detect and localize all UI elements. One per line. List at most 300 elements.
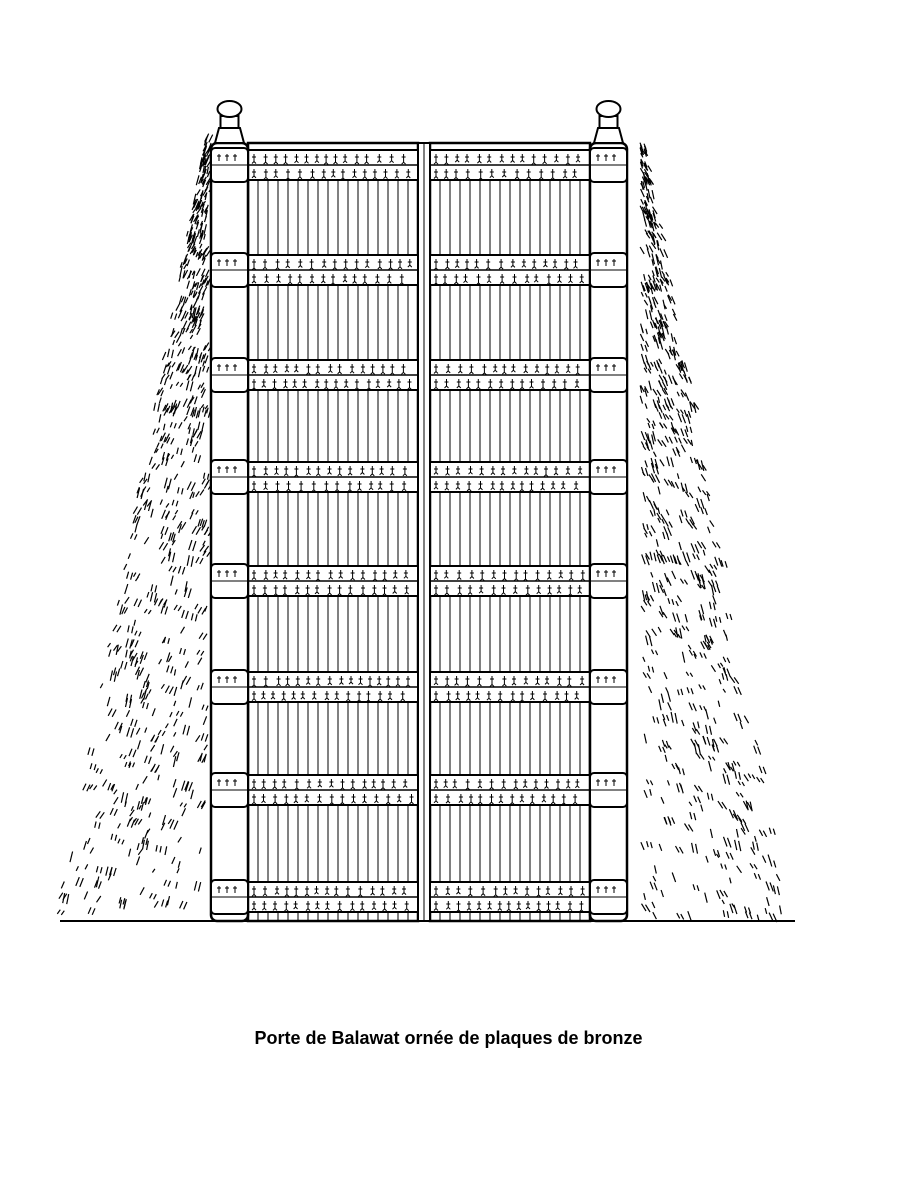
hatch-stroke: [161, 526, 164, 534]
hatch-stroke: [206, 270, 209, 277]
hatch-stroke: [709, 756, 711, 760]
hatch-stroke: [147, 703, 149, 709]
hatch-stroke: [681, 914, 684, 919]
hatch-stroke: [740, 722, 742, 729]
hatch-stroke: [187, 438, 189, 445]
hatch-stroke: [644, 600, 647, 605]
hatch-stroke: [167, 665, 169, 672]
hatch-stroke: [727, 669, 730, 677]
hatch-stroke: [701, 754, 705, 759]
hatch-stroke: [697, 753, 701, 758]
hatch-stroke: [650, 552, 652, 561]
hatch-stroke: [161, 378, 163, 384]
hatch-stroke: [773, 829, 775, 835]
hatch-stroke: [714, 849, 716, 856]
hatch-stroke: [59, 893, 63, 899]
hatch-stroke: [76, 877, 80, 886]
hatch-stroke: [138, 600, 141, 607]
hatch-stroke: [719, 679, 721, 684]
hatch-stroke: [191, 790, 194, 799]
hatch-stroke: [691, 688, 693, 694]
hatch-stroke: [189, 782, 193, 791]
hatch-stroke: [660, 340, 663, 350]
hatch-stroke: [160, 500, 162, 505]
hatch-stroke: [686, 426, 688, 432]
hatch-stroke: [662, 440, 666, 446]
hatch-stroke: [652, 902, 655, 908]
hatch-stroke: [196, 735, 200, 742]
hatch-stroke: [180, 901, 183, 908]
hatch-stroke: [656, 317, 658, 323]
hatch-stroke: [187, 260, 189, 267]
hatch-stroke: [152, 869, 155, 873]
hatch-stroke: [734, 677, 739, 683]
hatch-stroke: [644, 528, 648, 534]
hatch-stroke: [644, 274, 646, 281]
hatch-stroke: [137, 508, 141, 515]
hatch-stroke: [690, 427, 692, 433]
hatch-stroke: [650, 510, 653, 516]
hatch-stroke: [669, 522, 672, 528]
hatch-stroke: [674, 337, 677, 344]
hatch-stroke: [710, 618, 713, 627]
hatch-stroke: [662, 271, 665, 275]
hatch-stroke: [151, 745, 155, 751]
hatch-stroke: [688, 911, 691, 920]
hatch-stroke: [197, 685, 199, 690]
hatch-stroke: [202, 479, 205, 485]
hatch-stroke: [649, 296, 651, 303]
hatch-stroke: [187, 555, 189, 566]
hatch-stroke: [177, 868, 179, 873]
hatch-stroke: [668, 780, 670, 785]
hatch-stroke: [757, 843, 759, 851]
hatch-stroke: [154, 901, 158, 907]
hatch-stroke: [683, 769, 685, 776]
hatch-stroke: [646, 341, 649, 347]
hatch-stroke: [677, 473, 679, 478]
hatch-stroke: [641, 344, 643, 351]
hatch-stroke: [713, 757, 715, 761]
hatch-stroke: [679, 438, 682, 444]
hatch-stroke: [699, 684, 702, 688]
hatch-stroke: [773, 885, 775, 894]
hatch-stroke: [127, 572, 129, 579]
hatch-stroke: [203, 366, 205, 372]
hatch-stroke: [166, 511, 170, 520]
hatch-stroke: [188, 589, 191, 598]
hatch-stroke: [697, 555, 700, 561]
hatch-stroke: [207, 167, 208, 174]
hatch-stroke: [696, 844, 698, 854]
hatch-stroke: [645, 345, 647, 352]
hatch-stroke: [673, 449, 676, 456]
hatch-stroke: [725, 561, 727, 568]
hatch-stroke: [204, 745, 207, 750]
hatch-stroke: [734, 905, 737, 914]
hatch-stroke: [90, 848, 93, 854]
hatch-stroke: [206, 706, 208, 711]
hatch-stroke: [168, 349, 170, 357]
hatch-stroke: [765, 908, 767, 914]
hatch-stroke: [643, 446, 646, 450]
hatch-stroke: [189, 697, 192, 707]
hatch-stroke: [661, 797, 664, 804]
hatch-stroke: [642, 354, 645, 364]
hatch-stroke: [645, 404, 647, 409]
hatch-stroke: [133, 750, 136, 757]
hatch-stroke: [176, 882, 178, 889]
hatch-stroke: [675, 437, 678, 443]
hatch-stroke: [697, 885, 699, 891]
hatch-stroke: [152, 735, 155, 742]
hatch-stroke: [164, 478, 167, 489]
hatch-stroke: [640, 206, 643, 212]
hatch-stroke: [687, 687, 689, 693]
hatch-stroke: [183, 725, 186, 735]
hatch-stroke: [83, 784, 86, 791]
hatch-stroke: [206, 250, 210, 256]
hatch-stroke: [175, 589, 177, 594]
hatch-stroke: [657, 583, 660, 593]
hatch-stroke: [671, 712, 673, 723]
hatch-stroke: [650, 595, 653, 601]
hatch-stroke: [663, 376, 667, 383]
hatch-stroke: [659, 375, 663, 382]
hatch-stroke: [191, 556, 193, 567]
hatch-stroke: [694, 796, 697, 803]
hatch-stroke: [139, 632, 141, 637]
hatch-stroke: [183, 399, 187, 407]
figure-caption: Porte de Balawat ornée de plaques de bronze: [254, 1028, 643, 1048]
hatch-stroke: [710, 602, 712, 609]
hatch-stroke: [652, 667, 653, 673]
hatch-stroke: [670, 280, 673, 287]
hatch-stroke: [110, 808, 113, 815]
hatch-stroke: [131, 806, 133, 811]
hatch-stroke: [736, 792, 739, 796]
hatch-stroke: [166, 486, 168, 493]
hatch-stroke: [176, 303, 180, 311]
hatch-stroke: [662, 740, 664, 747]
hatch-stroke: [744, 716, 748, 724]
hatch-stroke: [659, 224, 663, 229]
hatch-stroke: [723, 910, 724, 917]
hatch-stroke: [173, 751, 177, 757]
hatch-stroke: [661, 261, 663, 270]
hatch-stroke: [100, 684, 103, 689]
hatch-stroke: [739, 772, 741, 780]
hatch-stroke: [682, 414, 685, 423]
hatch-stroke: [677, 392, 679, 397]
hatch-stroke: [179, 422, 182, 428]
hatch-stroke: [185, 661, 188, 667]
hatch-stroke: [646, 636, 648, 646]
hatch-stroke: [143, 702, 145, 708]
hatch-stroke: [61, 911, 64, 915]
hatch-stroke: [134, 573, 136, 577]
hatch-stroke: [186, 381, 189, 391]
hatch-stroke: [175, 510, 178, 514]
hatch-stroke: [689, 802, 692, 806]
hatch-stroke: [164, 424, 165, 430]
hatch-stroke: [672, 599, 674, 605]
hatch-stroke: [701, 507, 703, 514]
hatch-stroke: [195, 396, 198, 404]
hatch-stroke: [658, 487, 660, 495]
hatch-stroke: [653, 876, 656, 881]
hatch-stroke: [182, 808, 186, 816]
hatch-stroke: [194, 407, 196, 416]
hatch-stroke: [146, 694, 149, 700]
hatch-stroke: [650, 441, 653, 450]
hatch-stroke: [197, 801, 201, 808]
hatch-stroke: [649, 246, 653, 253]
hatch-stroke: [653, 716, 655, 722]
hatch-stroke: [162, 352, 165, 360]
hatch-stroke: [720, 617, 721, 623]
hatch-stroke: [181, 449, 183, 455]
hatch-stroke: [126, 710, 129, 717]
post-capital: [215, 128, 244, 143]
hatch-stroke: [165, 846, 167, 855]
hatch-stroke: [168, 479, 171, 490]
hatch-stroke: [705, 893, 708, 903]
hatch-stroke: [641, 842, 644, 850]
hatch-stroke: [649, 686, 652, 693]
finial-knob: [597, 101, 621, 117]
hatch-stroke: [759, 830, 762, 836]
hatch-stroke: [660, 423, 663, 428]
hatch-stroke: [748, 774, 751, 778]
hatch-stroke: [196, 510, 199, 514]
hatch-stroke: [138, 819, 142, 824]
hatch-stroke: [165, 686, 169, 693]
hatch-stroke: [641, 442, 643, 446]
hatch-stroke: [735, 771, 737, 779]
hatch-stroke: [640, 334, 643, 341]
hatch-stroke: [145, 756, 148, 763]
hatch-stroke: [681, 428, 684, 436]
hatch-stroke: [156, 736, 159, 743]
hatch-stroke: [180, 648, 182, 654]
hatch-stroke: [184, 804, 186, 808]
hatch-stroke: [168, 638, 170, 644]
hatch-stroke: [147, 488, 150, 493]
hatch-stroke: [693, 524, 697, 530]
hatch-stroke: [657, 717, 659, 723]
hatch-stroke: [730, 614, 732, 620]
hatch-stroke: [193, 492, 195, 498]
hatch-stroke: [780, 906, 782, 915]
hatch-stroke: [676, 846, 680, 852]
hatch-stroke: [667, 397, 670, 404]
hatch-stroke: [178, 401, 180, 407]
hatch-stroke: [734, 713, 737, 721]
hatch-stroke: [158, 775, 159, 781]
hatch-stroke: [134, 599, 137, 606]
hatch-stroke: [179, 276, 181, 282]
hatch-stroke: [666, 687, 668, 692]
hatch-stroke: [724, 837, 728, 847]
hatch-stroke: [739, 841, 741, 851]
hatch-stroke: [745, 824, 749, 832]
hatch-stroke: [640, 396, 642, 404]
hatch-stroke: [695, 544, 699, 553]
hatch-stroke: [716, 616, 717, 622]
hatch-stroke: [140, 887, 144, 895]
hatch-stroke: [203, 716, 206, 725]
hatch-stroke: [663, 300, 665, 310]
hatch-stroke: [198, 422, 200, 430]
hatch-stroke: [198, 408, 200, 417]
hatch-stroke: [643, 672, 646, 677]
hatch-stroke: [131, 533, 133, 538]
hatch-stroke: [182, 488, 183, 494]
hatch-stroke: [202, 423, 204, 431]
hatch-stroke: [113, 625, 117, 631]
hatch-stroke: [665, 286, 667, 292]
hatch-stroke: [755, 740, 758, 745]
hatch-stroke: [184, 264, 187, 269]
hatch-stroke: [203, 407, 205, 413]
hatch-stroke: [209, 135, 213, 143]
hatch-stroke: [99, 823, 100, 829]
hatch-stroke: [667, 457, 670, 467]
hatch-stroke: [679, 542, 681, 550]
hatch-stroke: [740, 793, 743, 797]
hatch-stroke: [664, 479, 668, 486]
hatch-stroke: [667, 557, 669, 562]
hatch-stroke: [141, 698, 144, 703]
hatch-stroke: [203, 541, 205, 546]
hatch-stroke: [176, 382, 179, 386]
hatch-stroke: [647, 418, 650, 422]
hatch-stroke: [663, 405, 666, 410]
hatch-stroke: [743, 819, 746, 824]
hatch-stroke: [648, 166, 652, 172]
hatch-stroke: [653, 389, 657, 395]
hatch-stroke: [642, 904, 647, 911]
hatch-stroke: [671, 458, 674, 468]
hatch-stroke: [684, 410, 686, 417]
hatch-stroke: [665, 745, 668, 749]
hatch-stroke: [178, 606, 181, 611]
hatch-stroke: [723, 774, 726, 784]
hatch-stroke: [161, 557, 165, 564]
hatch-stroke: [726, 852, 729, 859]
hatch-stroke: [704, 653, 706, 658]
hatch-stroke: [641, 324, 643, 333]
hatch-stroke: [767, 897, 770, 906]
hatch-stroke: [694, 785, 698, 791]
hatch-stroke: [724, 768, 727, 773]
hatch-stroke: [170, 384, 172, 389]
hatch-stroke: [698, 797, 701, 804]
hatch-stroke: [117, 626, 121, 632]
hatch-stroke: [99, 881, 102, 888]
hatch-stroke: [730, 878, 731, 884]
hatch-stroke: [118, 669, 120, 677]
hatch-stroke: [166, 503, 169, 507]
hatch-stroke: [649, 531, 651, 536]
hatch-stroke: [161, 390, 164, 396]
hatch-stroke: [701, 542, 705, 549]
hatch-stroke: [182, 676, 186, 684]
hatch-stroke: [187, 231, 189, 236]
hatch-stroke: [685, 362, 688, 371]
hatch-stroke: [92, 748, 94, 755]
hatch-stroke: [135, 720, 137, 727]
hatch-stroke: [178, 837, 182, 842]
hatch-stroke: [197, 229, 199, 237]
hatch-stroke: [189, 427, 190, 434]
hatch-stroke: [737, 829, 739, 838]
hatch-stroke: [187, 482, 191, 490]
hatch-stroke: [201, 683, 203, 690]
post-capital: [594, 128, 623, 143]
hatch-stroke: [174, 669, 175, 675]
hatch-stroke: [692, 843, 694, 853]
hatch-stroke: [656, 651, 658, 656]
hatch-stroke: [109, 650, 111, 657]
hatch-stroke: [665, 414, 669, 419]
hatch-stroke: [159, 659, 162, 664]
hatch-stroke: [140, 668, 144, 676]
hatch-stroke: [135, 631, 137, 636]
hatch-stroke: [135, 640, 138, 647]
hatch-stroke: [195, 614, 197, 621]
hatch-stroke: [651, 526, 655, 533]
hatch-stroke: [685, 614, 687, 622]
hatch-stroke: [199, 283, 201, 288]
hatch-stroke: [194, 454, 196, 462]
hatch-stroke: [180, 712, 183, 717]
hatch-stroke: [156, 845, 157, 851]
hatch-stroke: [679, 374, 682, 380]
hatch-stroke: [710, 726, 712, 735]
hatch-stroke: [742, 782, 744, 786]
hatch-stroke: [125, 584, 128, 594]
hatch-stroke: [768, 855, 770, 860]
hatch-stroke: [643, 492, 645, 501]
hatch-stroke: [724, 630, 727, 637]
hatch-stroke: [701, 474, 705, 481]
hatch-stroke: [679, 768, 681, 775]
hatch-stroke: [172, 500, 174, 506]
hatch-stroke: [200, 244, 202, 248]
hatch-stroke: [713, 585, 716, 593]
hatch-stroke: [705, 508, 707, 515]
hatch-stroke: [718, 701, 720, 707]
hatch-stroke: [769, 828, 771, 834]
hatch-stroke: [126, 650, 128, 658]
hatch-stroke: [716, 581, 718, 586]
hatch-stroke: [154, 894, 157, 899]
hatch-stroke: [207, 552, 210, 557]
hatch-stroke: [660, 369, 662, 374]
hatch-stroke: [710, 520, 714, 526]
hatch-stroke: [682, 626, 685, 631]
hatch-stroke: [700, 705, 702, 710]
hatch-stroke: [656, 550, 659, 555]
hatch-stroke: [165, 607, 167, 615]
hatch-stroke: [194, 881, 196, 890]
hatch-stroke: [171, 313, 173, 319]
hatch-stroke: [154, 403, 156, 411]
hatch-stroke: [664, 249, 668, 258]
hatch-stroke: [193, 541, 196, 551]
